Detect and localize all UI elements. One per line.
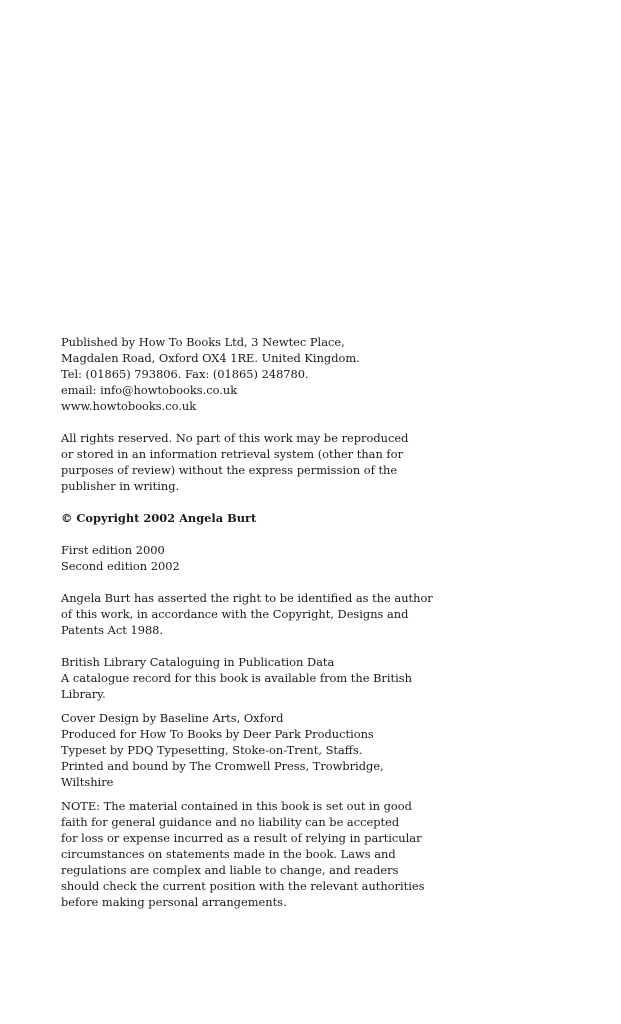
author-rights bbox=[61, 590, 601, 638]
rights-statement bbox=[61, 430, 601, 494]
author-rights-line: of this work, in accordance with the Copyright, Designs and bbox=[61, 607, 409, 621]
spacer bbox=[61, 702, 601, 710]
cataloguing-data bbox=[61, 654, 601, 702]
spacer bbox=[61, 790, 601, 798]
rights-line: purposes of review) without the express permission of the bbox=[61, 463, 398, 477]
cataloguing-line: British Library Cataloguing in Publication Data bbox=[61, 655, 335, 669]
disclaimer-note bbox=[61, 798, 601, 910]
cataloguing-line: Library. bbox=[61, 687, 106, 701]
rights-line: publisher in writing. bbox=[61, 479, 180, 493]
author-rights-line: Angela Burt has asserted the right to be identified as the author bbox=[61, 591, 433, 605]
production-line: Typeset by PDQ Typesetting, Stoke-on-Trent, Staffs. bbox=[61, 743, 363, 757]
production-line: Printed and bound by The Cromwell Press, Trowbridge, bbox=[61, 759, 384, 773]
note-line: before making personal arrangements. bbox=[61, 895, 287, 909]
spacer bbox=[61, 638, 601, 654]
note-line: NOTE: The material contained in this book is set out in good bbox=[61, 799, 412, 813]
note-line: faith for general guidance and no liability can be accepted bbox=[61, 815, 400, 829]
publisher-line: Published by How To Books Ltd, 3 Newtec Place, bbox=[61, 335, 345, 349]
publisher-line: Tel: (01865) 793806. Fax: (01865) 248780. bbox=[61, 367, 309, 381]
author-rights-line: Patents Act 1988. bbox=[61, 623, 164, 637]
note-line: regulations are complex and liable to change, and readers bbox=[61, 863, 399, 877]
publisher-info bbox=[61, 334, 601, 414]
rights-line: or stored in an information retrieval system (other than for bbox=[61, 447, 403, 461]
production-line: Produced for How To Books by Deer Park Productions bbox=[61, 727, 374, 741]
publisher-line: Magdalen Road, Oxford OX4 1RE. United Kingdom. bbox=[61, 351, 360, 365]
copyright-page bbox=[61, 334, 601, 910]
spacer bbox=[61, 494, 601, 510]
editions bbox=[61, 542, 601, 574]
note-line: circumstances on statements made in the book. Laws and bbox=[61, 847, 396, 861]
note-line: for loss or expense incurred as a result of relying in particular bbox=[61, 831, 422, 845]
spacer bbox=[61, 526, 601, 542]
spacer bbox=[61, 574, 601, 590]
spacer bbox=[61, 414, 601, 430]
edition-line: Second edition 2002 bbox=[61, 559, 180, 573]
publisher-website: www.howtobooks.co.uk bbox=[61, 399, 197, 413]
copyright-line: © Copyright 2002 Angela Burt bbox=[61, 511, 257, 525]
production-credits bbox=[61, 710, 601, 790]
cataloguing-line: A catalogue record for this book is available from the British bbox=[61, 671, 412, 685]
copyright-notice bbox=[61, 510, 601, 526]
publisher-email: email: info@howtobooks.co.uk bbox=[61, 383, 238, 397]
production-line: Wiltshire bbox=[61, 775, 114, 789]
note-line: should check the current position with the relevant authorities bbox=[61, 879, 425, 893]
rights-line: All rights reserved. No part of this work may be reproduced bbox=[61, 431, 409, 445]
production-line: Cover Design by Baseline Arts, Oxford bbox=[61, 711, 284, 725]
edition-line: First edition 2000 bbox=[61, 543, 165, 557]
